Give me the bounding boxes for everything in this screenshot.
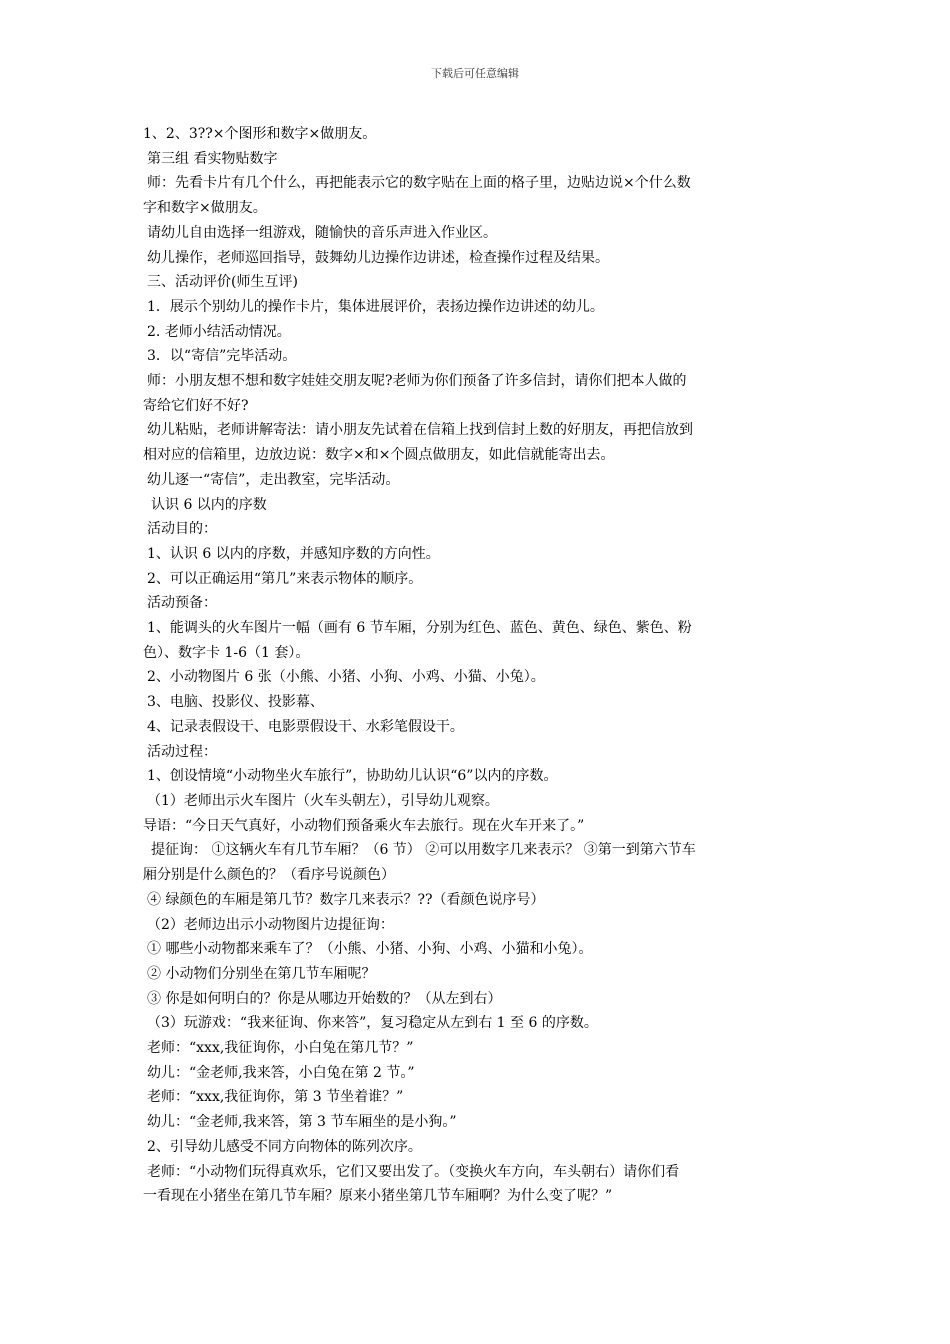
text-line: ① 哪些小动物都来乘车了？（小熊、小猪、小狗、小鸡、小猫和小兔）。 [147, 941, 593, 958]
text-line: 寄给它们好不好? [143, 397, 249, 414]
text-line: 色）、数字卡 1-6（1 套）。 [143, 644, 310, 661]
text-line: ③ 你是如何明白的？你是从哪边开始数的？（从左到右） [147, 990, 502, 1007]
text-line: 师：小朋友想不想和数字娃娃交朋友呢?老师为你们预备了许多信封，请你们把本人做的 [147, 373, 687, 390]
text-line: 第三组 看实物贴数字 [147, 150, 278, 167]
text-line: 2. 老师小结活动情况。 [147, 323, 291, 340]
text-line: （1）老师出示火车图片（火车头朝左），引导幼儿观察。 [147, 792, 499, 809]
text-line: 导语：“今日天气真好，小动物们预备乘火车去旅行。现在火车开来了。” [143, 817, 585, 834]
text-line: 老师：“xxx,我征询你，小白兔在第几节？” [147, 1040, 414, 1057]
text-line: 1、创设情境“小动物坐火车旅行”，协助幼儿认识“6”以内的序数。 [147, 768, 558, 785]
text-line: 1、认识 6 以内的序数，并感知序数的方向性。 [147, 545, 440, 562]
text-line: 2、可以正确运用“第几”来表示物体的顺序。 [147, 570, 423, 587]
section-heading: 活动预备： [147, 595, 217, 612]
text-line: 相对应的信箱里，边放边说：数字×和×个圆点做朋友，如此信就能寄出去。 [143, 447, 615, 464]
section-heading: 活动目的： [147, 521, 217, 538]
section-heading: 活动过程： [147, 743, 217, 760]
page-header: 下载后可任意编辑 [431, 67, 519, 80]
text-line: 2、小动物图片 6 张（小熊、小猪、小狗、小鸡、小猫、小兔）。 [147, 669, 545, 686]
text-line: 幼儿：“金老师,我来答，小白兔在第 2 节。” [147, 1064, 415, 1081]
text-line: 老师：“xxx,我征询你，第 3 节坐着谁？” [147, 1089, 404, 1106]
text-line: 4、记录表假设干、电影票假设干、水彩笔假设干。 [147, 718, 464, 735]
text-line: （3）玩游戏：“我来征询、你来答”，复习稳定从左到右 1 至 6 的序数。 [147, 1015, 598, 1032]
text-line: 2、引导幼儿感受不同方向物体的陈列次序。 [147, 1138, 422, 1155]
text-line: 老师：“小动物们玩得真欢乐，它们又要出发了。（变换火车方向，车头朝右）请你们看 [147, 1163, 680, 1180]
text-line: ② 小动物们分别坐在第几节车厢呢？ [147, 965, 376, 982]
text-line: 1．展示个别幼儿的操作卡片，集体进展评价，表扬边操作边讲述的幼儿。 [147, 298, 604, 315]
text-line: 1、2、3??×个图形和数字×做朋友。 [143, 126, 377, 142]
text-line: 字和数字×做朋友。 [143, 200, 267, 217]
text-line: 请幼儿自由选择一组游戏，随愉快的音乐声进入作业区。 [147, 224, 497, 241]
text-line: ④ 绿颜色的车厢是第几节？数字几来表示？??（看颜色说序号） [147, 891, 545, 908]
text-line: 3、电脑、投影仪、投影幕、 [147, 694, 324, 711]
document-body [143, 122, 811, 1209]
text-line: 幼儿逐一“寄信”，走出教室，完毕活动。 [147, 471, 400, 488]
text-line: 幼儿操作，老师巡回指导，鼓舞幼儿边操作边讲述，检查操作过程及结果。 [147, 249, 609, 266]
text-line: （2）老师边出示小动物图片边提征询： [147, 916, 394, 933]
text-line: 提征询： ①这辆火车有几节车厢？（6 节） ②可以用数字几来表示？ ③第一到第六节车 [151, 842, 696, 859]
text-line: 厢分别是什么颜色的？（看序号说颜色） [143, 867, 395, 884]
text-line: 师：先看卡片有几个什么，再把能表示它的数字贴在上面的格子里，边贴边说×个什么数 [147, 175, 691, 192]
text-line: 幼儿粘贴，老师讲解寄法：请小朋友先试着在信箱上找到信封上数的好朋友，再把信放到 [147, 422, 693, 439]
section-heading: 三、活动评价(师生互评) [147, 274, 298, 291]
section-title: 认识 6 以内的序数 [151, 496, 267, 513]
text-line: 一看现在小猪坐在第几节车厢？原来小猪坐第几节车厢啊？为什么变了呢？” [143, 1188, 613, 1205]
text-line: 3．以“寄信”完毕活动。 [147, 348, 297, 365]
text-line: 幼儿：“金老师,我来答，第 3 节车厢坐的是小狗。” [147, 1114, 457, 1131]
text-line: 1、能调头的火车图片一幅（画有 6 节车厢，分别为红色、蓝色、黄色、绿色、紫色、粉 [147, 620, 692, 637]
